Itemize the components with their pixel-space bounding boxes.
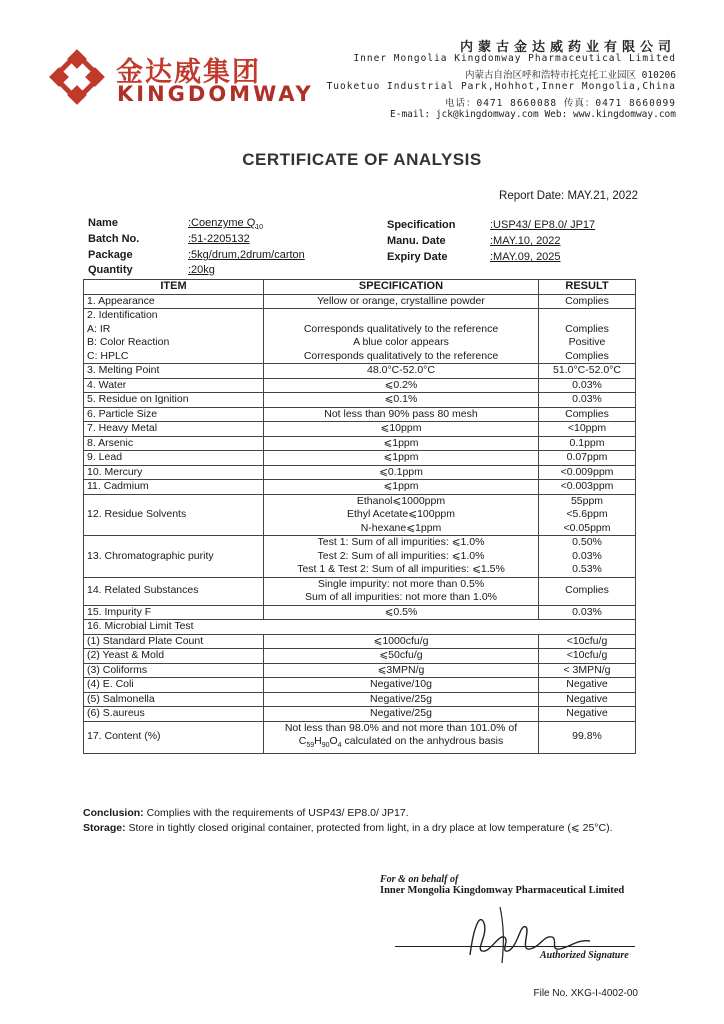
table-row [84,480,636,495]
kingdomway-logo-icon [48,48,106,106]
row-result: Complies Positive Complies [539,309,636,364]
row-specification: Ethanol⩽1000ppm Ethyl Acetate⩽100ppm N-hexane⩽1ppm [264,494,539,536]
conclusion-line: Conclusion: Complies with the requirements of USP43/ EP8.0/ JP17. [83,807,409,819]
row-specification: 48.0°C-52.0°C [264,364,539,379]
manu-date-value: :MAY.10, 2022 [490,235,561,247]
row-item: 2. Identification A: IR B: Color Reaction C: HPLC [84,309,264,364]
row-result: 55ppm <5.6ppm <0.05ppm [539,494,636,536]
table-row [84,407,636,422]
table-row [84,364,636,379]
table-row [84,605,636,620]
table-row [84,649,636,664]
table-row [84,294,636,309]
table-row [84,634,636,649]
table-row [84,451,636,466]
signature-line [395,946,635,947]
row-result: 0.03% [539,605,636,620]
brand-name-cn: 金达威集团 [116,57,261,88]
row-specification: Yellow or orange, crystalline powder [264,294,539,309]
row-item: 4. Water [84,378,264,393]
row-result: 0.03% [539,378,636,393]
row-specification: Single impurity: not more than 0.5% Sum of all impurities: not more than 1.0% [264,577,539,605]
row-item: 17. Content (%) [84,721,264,753]
row-item: 11. Cadmium [84,480,264,495]
row-specification: ⩽1000cfu/g [264,634,539,649]
table-row [84,309,636,364]
row-result: Complies [539,294,636,309]
row-item: (5) Salmonella [84,692,264,707]
table-row [84,678,636,693]
table-row [84,707,636,722]
table-row [84,721,636,753]
authorized-signature-label: Authorized Signature [540,950,629,961]
row-item: 8. Arsenic [84,436,264,451]
row-specification: Corresponds qualitatively to the reference A blue color appears Corresponds qualitatively to the reference [264,309,539,364]
row-result: Complies [539,407,636,422]
row-specification: ⩽10ppm [264,422,539,437]
row-result: Negative [539,678,636,693]
row-specification: Negative/10g [264,678,539,693]
row-specification: ⩽0.1ppm [264,465,539,480]
row-item: (6) S.aureus [84,707,264,722]
row-result: 0.50% 0.03% 0.53% [539,536,636,578]
row-item: 5. Residue on Ignition [84,393,264,408]
spec-value: :USP43/ EP8.0/ JP17 [490,219,596,231]
document-title: CERTIFICATE OF ANALYSIS [242,150,482,169]
on-behalf-text: For & on behalf of [380,874,459,885]
table-row [84,436,636,451]
expiry-date-value: :MAY.09, 2025 [490,251,561,263]
row-result: 0.07ppm [539,451,636,466]
brand-name-en: KINGDOMWAY [117,82,314,106]
row-result: <0.003ppm [539,480,636,495]
row-item: 12. Residue Solvents [84,494,264,536]
row-result: Negative [539,692,636,707]
row-specification: Test 1: Sum of all impurities: ⩽1.0% Test 2: Sum of all impurities: ⩽1.0% Test 1 & Test 2: Sum of all impurities: ⩽1.5% [264,536,539,578]
row-result: 99.8% [539,721,636,753]
row-result: 0.1ppm [539,436,636,451]
row-result: 0.03% [539,393,636,408]
row-item: 16. Microbial Limit Test [84,620,636,635]
conclusion-block [83,806,643,836]
row-result: <0.009ppm [539,465,636,480]
col-header-result: RESULT [539,280,636,295]
row-specification: ⩽1ppm [264,480,539,495]
row-result: Complies [539,577,636,605]
row-item: 9. Lead [84,451,264,466]
table-row [84,494,636,536]
row-item: (2) Yeast & Mold [84,649,264,664]
table-row [84,422,636,437]
table-row [84,378,636,393]
quantity-value: :20kg [188,264,215,276]
row-result: Negative [539,707,636,722]
row-item: 3. Melting Point [84,364,264,379]
row-result: <10ppm [539,422,636,437]
row-item: 6. Particle Size [84,407,264,422]
row-item: (1) Standard Plate Count [84,634,264,649]
row-specification: Not less than 90% pass 80 mesh [264,407,539,422]
table-row [84,663,636,678]
table-body [84,294,636,753]
row-item: 13. Chromatographic purity [84,536,264,578]
table-row [84,620,636,635]
row-item: (3) Coliforms [84,663,264,678]
analysis-table [83,279,636,754]
row-specification: ⩽1ppm [264,436,539,451]
row-item: 1. Appearance [84,294,264,309]
package-label: Package [88,249,133,261]
row-result: <10cfu/g [539,649,636,664]
table-row [84,465,636,480]
row-item: 15. Impurity F [84,605,264,620]
table-row [84,536,636,578]
manu-date-label: Manu. Date [387,235,446,247]
name-label: Name [88,217,118,229]
table-row [84,393,636,408]
file-number: File No. XKG-I-4002-00 [533,988,638,999]
row-item: 10. Mercury [84,465,264,480]
package-value: :5kg/drum,2drum/carton [188,249,305,261]
report-date: Report Date: MAY.21, 2022 [499,190,638,202]
quantity-label: Quantity [88,264,133,276]
company-name-cn: 内蒙古金达威药业有限公司 [459,40,676,55]
row-specification: Not less than 98.0% and not more than 101.0% of $C_{59}H_{90}O_4$ calculated on the anhydrous basis [264,721,539,753]
row-specification: ⩽3MPN/g [264,663,539,678]
company-name-en: Inner Mongolia Kingdomway Pharmaceutical Limited [353,53,676,64]
address-en: Tuoketuo Industrial Park,Hohhot,Inner Mongolia,China [326,81,676,92]
row-result: <10cfu/g [539,634,636,649]
expiry-date-label: Expiry Date [387,251,448,263]
row-result: < 3MPN/g [539,663,636,678]
col-header-item: ITEM [84,280,264,295]
row-specification: ⩽0.1% [264,393,539,408]
signature-block [380,874,650,896]
table-row [84,692,636,707]
spec-label: Specification [387,219,456,231]
batch-label: Batch No. [88,233,140,245]
row-specification: ⩽1ppm [264,451,539,466]
row-specification: Negative/25g [264,692,539,707]
row-item: 14. Related Substances [84,577,264,605]
row-specification: Negative/25g [264,707,539,722]
storage-line: Storage: Store in tightly closed original container, protected from light, in a dry place at low temperature (⩽ 25°C). [83,822,613,834]
table-header-row [84,280,636,295]
name-value: :Coenzyme $Q_{10}$ [188,217,264,232]
address-cn: 内蒙古自治区呼和浩特市托克托工业园区 010206 [464,70,676,81]
col-header-spec: SPECIFICATION [264,280,539,295]
row-item: (4) E. Coli [84,678,264,693]
row-specification: ⩽0.5% [264,605,539,620]
batch-value: :51-2205132 [188,233,250,245]
signature-company: Inner Mongolia Kingdomway Pharmaceutical Limited [380,885,625,896]
row-specification: ⩽50cfu/g [264,649,539,664]
table-row [84,577,636,605]
email-web: E-mail: jck@kingdomway.com Web: www.kingdomway.com [390,109,676,120]
phone-fax: 电话：0471 8660088 传真：0471 8660099 [445,98,676,109]
row-result: 51.0°C-52.0°C [539,364,636,379]
row-item: 7. Heavy Metal [84,422,264,437]
row-specification: ⩽0.2% [264,378,539,393]
